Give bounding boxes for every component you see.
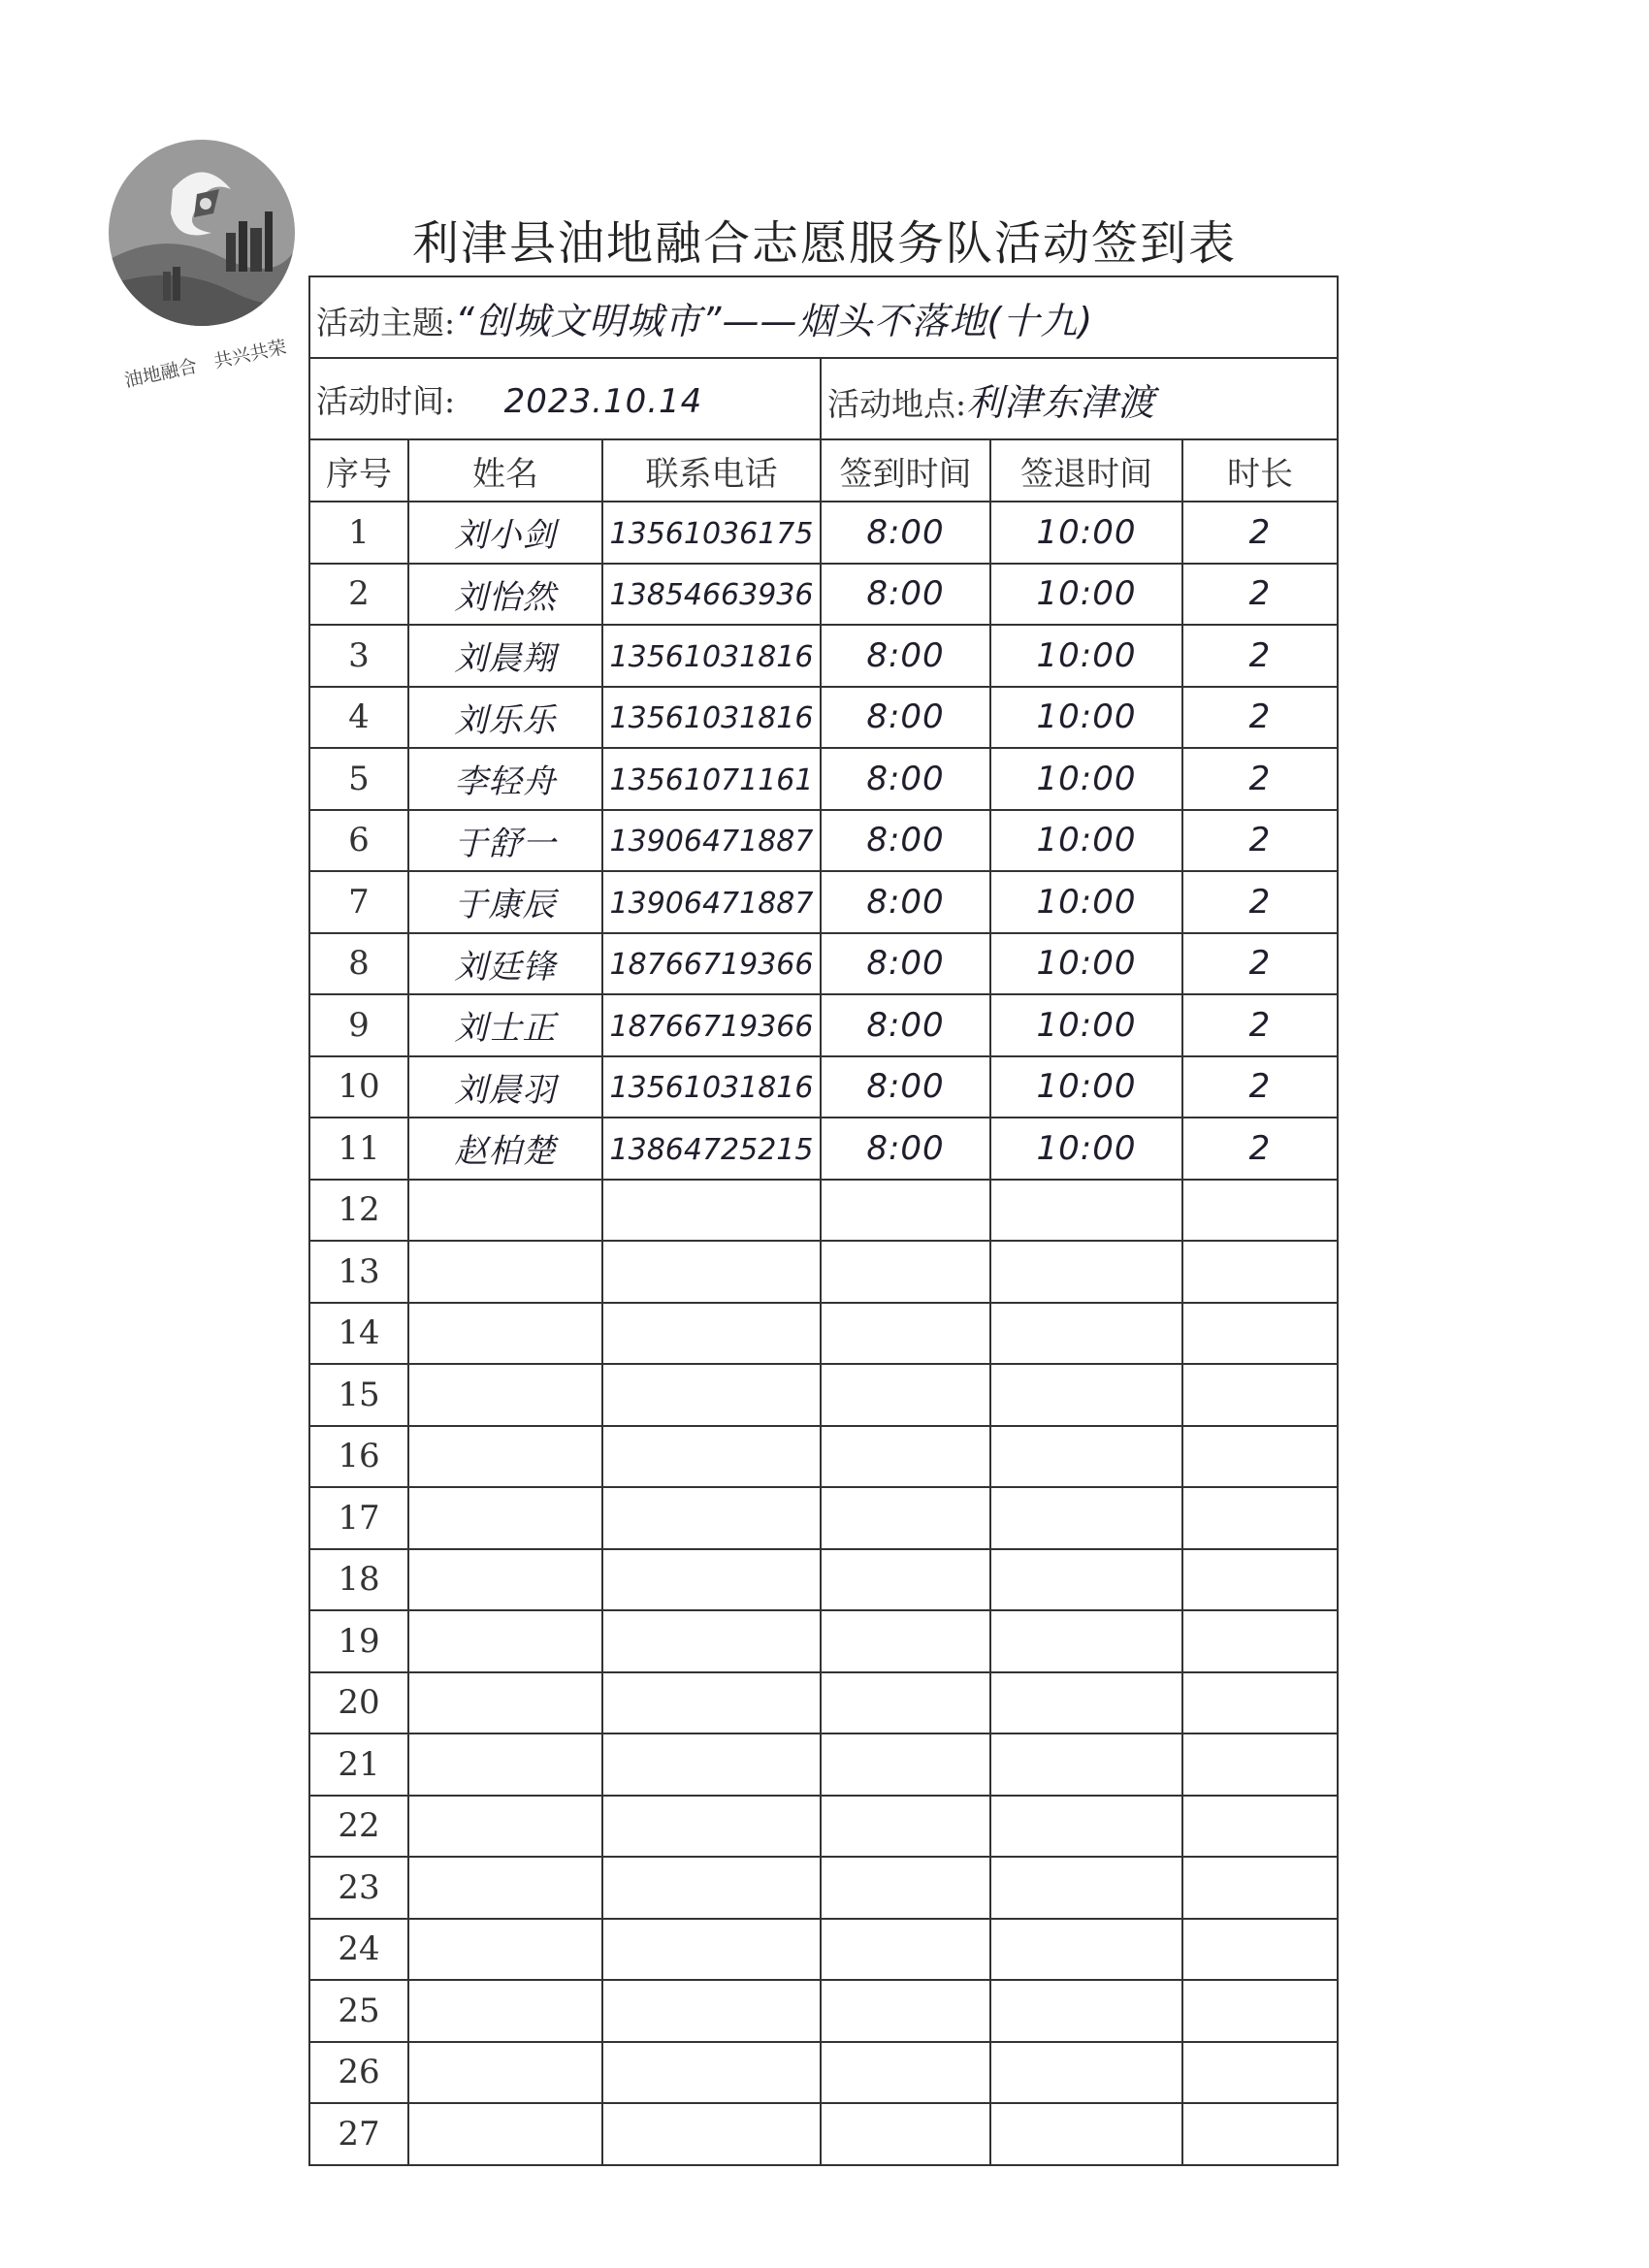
checkout-time-cell [990,748,1182,810]
row-number-cell [309,994,408,1056]
column-header-checkin: 签到时间 [821,439,990,502]
checkout-time-cell [990,1672,1182,1734]
volunteer-name-cell [408,2042,602,2104]
checkout-time: 10:00 [1036,944,1137,984]
table-row [309,1980,1338,2042]
phone-number: 13561071161 [609,762,814,797]
place-label: 活动地点: [827,384,967,423]
row-number: 8 [348,944,370,984]
row-number: 1 [348,512,370,552]
checkin-time: 8:00 [866,1128,945,1168]
table-row [309,1241,1338,1303]
duration-hours-cell [1182,1733,1338,1796]
checkin-time-cell [821,625,990,687]
table-header-row [309,439,1338,502]
phone-number-cell [602,1857,821,1919]
phone-number-cell [602,1056,821,1118]
duration-hours-cell [1182,1980,1338,2042]
duration-hours-cell [1182,687,1338,749]
duration-hours-cell [1182,1303,1338,1365]
phone-number: 13561031816 [609,639,814,674]
row-number-cell [309,1796,408,1858]
row-number-cell [309,625,408,687]
duration-hours-cell [1182,810,1338,872]
row-number: 10 [338,1067,380,1107]
checkout-time-cell [990,1919,1182,1981]
duration-hours: 2 [1248,512,1272,552]
row-number: 11 [338,1128,380,1168]
duration-hours: 2 [1248,1128,1272,1168]
row-number-cell [309,564,408,626]
checkout-time-cell [990,933,1182,995]
table-row [309,687,1338,749]
checkout-time: 10:00 [1036,1128,1137,1168]
volunteer-name: 刘小剑 [454,516,557,556]
theme-row [309,276,1338,358]
duration-hours-cell [1182,1056,1338,1118]
phone-number: 13561036175 [609,516,814,551]
table-row [309,1180,1338,1242]
duration-hours-cell [1182,994,1338,1056]
duration-hours-cell [1182,564,1338,626]
row-number-cell [309,1426,408,1488]
checkout-time-cell [990,2103,1182,2165]
checkin-time-cell [821,2042,990,2104]
checkout-time-cell [990,994,1182,1056]
row-number: 12 [338,1190,380,1230]
volunteer-name-cell [408,994,602,1056]
table-row [309,1303,1338,1365]
duration-hours-cell [1182,1919,1338,1981]
phone-number: 13906471887 [609,825,814,859]
table-row [309,1426,1338,1488]
phone-number-cell [602,502,821,564]
row-number-cell [309,1549,408,1611]
time-label: 活动时间: [316,381,456,420]
checkout-time: 10:00 [1036,1067,1137,1107]
row-number: 23 [338,1867,380,1907]
volunteer-name: 赵柏楚 [454,1132,557,1172]
duration-hours-cell [1182,1180,1338,1242]
checkout-time-cell [990,810,1182,872]
checkin-time: 8:00 [866,697,945,737]
row-number: 17 [338,1498,380,1538]
volunteer-name: 刘士正 [454,1009,557,1049]
checkin-time-cell [821,748,990,810]
duration-hours: 2 [1248,697,1272,737]
column-header-phone: 联系电话 [602,439,821,502]
table-row [309,1056,1338,1118]
volunteer-name-cell [408,1118,602,1180]
volunteer-name-cell [408,1180,602,1242]
checkout-time-cell [990,1056,1182,1118]
duration-hours: 2 [1248,821,1272,860]
row-number-cell [309,502,408,564]
phone-number-cell [602,564,821,626]
phone-number-cell [602,994,821,1056]
table-row [309,2103,1338,2165]
row-number: 26 [338,2053,380,2092]
column-header-name: 姓名 [408,439,602,502]
phone-number: 13561031816 [609,1071,814,1106]
place-cell [821,358,1338,439]
duration-hours-cell [1182,1487,1338,1549]
theme-label: 活动主题: [316,303,456,341]
row-number: 7 [348,882,370,922]
checkin-time: 8:00 [866,1005,945,1045]
phone-number-cell [602,1733,821,1796]
volunteer-name-cell [408,1241,602,1303]
volunteer-name-cell [408,1303,602,1365]
checkout-time-cell [990,1610,1182,1672]
row-number: 9 [348,1005,370,1045]
row-number-cell [309,1056,408,1118]
row-number-cell [309,1672,408,1734]
row-number: 24 [338,1929,380,1969]
volunteer-name-cell [408,564,602,626]
logo-emblem-icon [105,136,299,340]
duration-hours-cell [1182,2042,1338,2104]
phone-number-cell [602,1241,821,1303]
duration-hours-cell [1182,1610,1338,1672]
row-number: 18 [338,1560,380,1600]
row-number: 19 [338,1621,380,1661]
checkin-time-cell [821,871,990,933]
row-number: 25 [338,1991,380,2030]
phone-number-cell [602,1118,821,1180]
row-number: 27 [338,2114,380,2154]
checkout-time: 10:00 [1036,512,1137,552]
checkout-time-cell [990,625,1182,687]
volunteer-name: 刘晨翔 [454,639,557,679]
phone-number-cell [602,1672,821,1734]
checkout-time-cell [990,1733,1182,1796]
checkin-time-cell [821,564,990,626]
row-number-cell [309,1919,408,1981]
volunteer-name-cell [408,1610,602,1672]
row-number-cell [309,933,408,995]
table-row [309,564,1338,626]
volunteer-name-cell [408,1487,602,1549]
duration-hours-cell [1182,1549,1338,1611]
phone-number-cell [602,1796,821,1858]
row-number: 13 [338,1251,380,1291]
checkout-time-cell [990,502,1182,564]
phone-number-cell [602,1364,821,1426]
phone-number: 18766719366 [609,948,814,983]
row-number: 4 [348,697,370,737]
duration-hours: 2 [1248,1067,1272,1107]
checkout-time-cell [990,1364,1182,1426]
duration-hours: 2 [1248,759,1272,798]
duration-hours-cell [1182,1118,1338,1180]
duration-hours-cell [1182,1364,1338,1426]
checkin-time-cell [821,1857,990,1919]
table-row [309,1796,1338,1858]
phone-number-cell [602,1980,821,2042]
volunteer-name: 刘晨羽 [454,1070,557,1110]
table-row [309,933,1338,995]
column-header-checkout: 签退时间 [990,439,1182,502]
volunteer-name-cell [408,502,602,564]
volunteer-name-cell [408,933,602,995]
checkin-time-cell [821,1056,990,1118]
row-number-cell [309,1364,408,1426]
checkin-time-cell [821,1487,990,1549]
volunteer-name-cell [408,1857,602,1919]
row-number: 6 [348,821,370,860]
duration-hours-cell [1182,2103,1338,2165]
table-row [309,1919,1338,1981]
phone-number-cell [602,810,821,872]
volunteer-name-cell [408,2103,602,2165]
checkout-time-cell [990,1180,1182,1242]
table-body [309,502,1338,2165]
table-row [309,1487,1338,1549]
volunteer-name: 刘怡然 [454,577,557,617]
table-row [309,1118,1338,1180]
checkin-time: 8:00 [866,821,945,860]
row-number-cell [309,1303,408,1365]
volunteer-name-cell [408,1549,602,1611]
row-number: 3 [348,635,370,675]
column-header-no: 序号 [309,439,408,502]
checkout-time-cell [990,1980,1182,2042]
phone-number-cell [602,1303,821,1365]
row-number-cell [309,748,408,810]
checkin-time: 8:00 [866,944,945,984]
duration-hours-cell [1182,1857,1338,1919]
phone-number-cell [602,748,821,810]
checkin-time-cell [821,810,990,872]
duration-hours-cell [1182,871,1338,933]
row-number-cell [309,1857,408,1919]
volunteer-name-cell [408,687,602,749]
checkin-time-cell [821,502,990,564]
phone-number-cell [602,2042,821,2104]
table-row [309,1364,1338,1426]
volunteer-name-cell [408,625,602,687]
row-number: 20 [338,1683,380,1723]
checkin-time-cell [821,1180,990,1242]
checkin-time-cell [821,687,990,749]
table-row [309,1672,1338,1734]
duration-hours: 2 [1248,635,1272,675]
duration-hours-cell [1182,1672,1338,1734]
table-row [309,994,1338,1056]
row-number: 5 [348,759,370,798]
phone-number: 13906471887 [609,886,814,921]
row-number-cell [309,1180,408,1242]
duration-hours: 2 [1248,944,1272,984]
volunteer-name: 于康辰 [454,886,557,925]
theme-value: “创城文明城市”——烟头不落地(十九) [455,299,1094,342]
volunteer-name-cell [408,1364,602,1426]
row-number: 22 [338,1806,380,1846]
table-row [309,1610,1338,1672]
row-number-cell [309,2042,408,2104]
checkout-time: 10:00 [1036,759,1137,798]
checkout-time-cell [990,2042,1182,2104]
volunteer-name-cell [408,871,602,933]
checkout-time: 10:00 [1036,697,1137,737]
duration-hours: 2 [1248,882,1272,922]
volunteer-name-cell [408,1980,602,2042]
logo-slogan-right: 共兴共荣 [211,336,289,373]
volunteer-name-cell [408,1919,602,1981]
checkin-time-cell [821,1796,990,1858]
duration-hours-cell [1182,1796,1338,1858]
row-number-cell [309,687,408,749]
table-row [309,1733,1338,1796]
checkin-time-cell [821,1241,990,1303]
duration-hours: 2 [1248,574,1272,614]
phone-number: 18766719366 [609,1009,814,1044]
phone-number-cell [602,1487,821,1549]
phone-number-cell [602,1549,821,1611]
volunteer-name: 于舒一 [454,824,557,863]
table-row [309,871,1338,933]
row-number: 16 [338,1437,380,1476]
time-cell [309,358,821,439]
phone-number: 13561031816 [609,701,814,736]
theme-cell [309,276,1338,358]
checkin-time: 8:00 [866,512,945,552]
checkin-time: 8:00 [866,882,945,922]
duration-hours-cell [1182,933,1338,995]
phone-number: 13864725215 [609,1132,814,1167]
checkin-time-cell [821,1549,990,1611]
volunteer-name-cell [408,1733,602,1796]
checkin-time-cell [821,994,990,1056]
checkin-time-cell [821,1610,990,1672]
row-number-cell [309,1733,408,1796]
checkin-time: 8:00 [866,759,945,798]
volunteer-name-cell [408,748,602,810]
phone-number-cell [602,2103,821,2165]
logo-slogan-left: 油地融合 [122,355,200,392]
duration-hours-cell [1182,1241,1338,1303]
table-row [309,810,1338,872]
table-row [309,748,1338,810]
checkin-time-cell [821,1733,990,1796]
table-row [309,625,1338,687]
checkin-time-cell [821,1303,990,1365]
row-number-cell [309,1487,408,1549]
checkout-time-cell [990,1549,1182,1611]
volunteer-name: 刘乐乐 [454,700,557,740]
checkout-time-cell [990,1303,1182,1365]
checkout-time-cell [990,1796,1182,1858]
row-number-cell [309,1980,408,2042]
phone-number-cell [602,687,821,749]
checkout-time-cell [990,1487,1182,1549]
checkin-time: 8:00 [866,574,945,614]
checkin-time-cell [821,1426,990,1488]
phone-number-cell [602,1610,821,1672]
place-value: 利津东津渡 [966,380,1156,424]
checkout-time: 10:00 [1036,882,1137,922]
row-number: 2 [348,574,370,614]
phone-number-cell [602,871,821,933]
row-number: 21 [338,1744,380,1784]
table-row [309,502,1338,564]
volunteer-name-cell [408,1672,602,1734]
row-number: 15 [338,1375,380,1414]
checkin-time-cell [821,933,990,995]
duration-hours-cell [1182,502,1338,564]
checkout-time: 10:00 [1036,574,1137,614]
page-title: 利津县油地融合志愿服务队活动签到表 [411,216,1237,271]
checkout-time: 10:00 [1036,1005,1137,1045]
duration-hours-cell [1182,625,1338,687]
checkin-time-cell [821,1919,990,1981]
duration-hours-cell [1182,748,1338,810]
checkin-time: 8:00 [866,635,945,675]
checkout-time-cell [990,1118,1182,1180]
checkout-time-cell [990,1241,1182,1303]
checkout-time: 10:00 [1036,635,1137,675]
volunteer-name-cell [408,1426,602,1488]
checkin-time: 8:00 [866,1067,945,1107]
duration-hours: 2 [1248,1005,1272,1045]
volunteer-name-cell [408,1056,602,1118]
phone-number-cell [602,933,821,995]
checkout-time-cell [990,687,1182,749]
checkout-time-cell [990,564,1182,626]
phone-number-cell [602,1919,821,1981]
row-number-cell [309,810,408,872]
row-number-cell [309,1118,408,1180]
column-header-duration: 时长 [1182,439,1338,502]
row-number-cell [309,1610,408,1672]
table-row [309,1549,1338,1611]
row-number: 14 [338,1313,380,1353]
time-value: 2023.10.14 [503,381,703,421]
checkin-time-cell [821,1364,990,1426]
volunteer-name-cell [408,810,602,872]
table-row [309,2042,1338,2104]
volunteer-name: 刘廷锋 [454,947,557,987]
checkin-time-cell [821,1118,990,1180]
phone-number: 13854663936 [609,578,814,613]
row-number-cell [309,871,408,933]
row-number-cell [309,2103,408,2165]
checkin-time-cell [821,1980,990,2042]
phone-number-cell [602,1180,821,1242]
checkout-time: 10:00 [1036,821,1137,860]
checkout-time-cell [990,1426,1182,1488]
duration-hours-cell [1182,1426,1338,1488]
phone-number-cell [602,1426,821,1488]
table-row [309,1857,1338,1919]
checkin-time-cell [821,1672,990,1734]
signin-table [308,275,1339,2166]
volunteer-name: 李轻舟 [454,762,557,802]
phone-number-cell [602,625,821,687]
time-place-row [309,358,1338,439]
checkout-time-cell [990,1857,1182,1919]
checkout-time-cell [990,871,1182,933]
volunteer-name-cell [408,1796,602,1858]
checkin-time-cell [821,2103,990,2165]
row-number-cell [309,1241,408,1303]
